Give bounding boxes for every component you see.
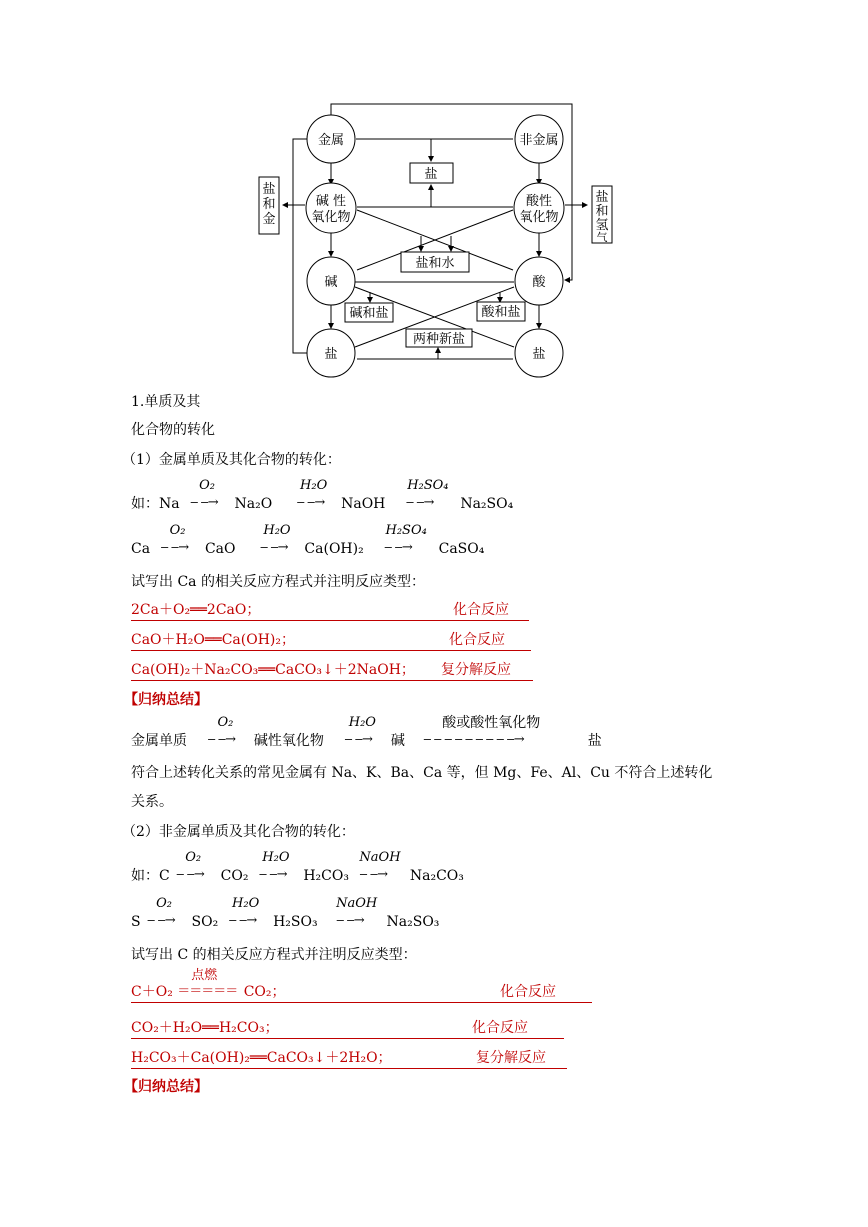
answer-equation: H₂CO₃＋Ca(OH)₂══CaCO₃↓＋2H₂O；: [131, 1050, 392, 1066]
chain-product-1: CO₂: [220, 868, 249, 884]
box-salt-top: 盐: [424, 167, 438, 182]
chain-start: 如：C: [131, 868, 170, 884]
arrow-1: O₂ ‒ ‒→: [176, 850, 204, 882]
box-two-new-salts: 两种新盐: [412, 332, 466, 347]
condition-line: ＝＝＝＝＝: [177, 984, 238, 999]
answer-type: 化合反应: [453, 602, 509, 618]
arrow-1: O₂ ‒ ‒→: [207, 715, 236, 747]
chain-product-3: 盐: [587, 733, 602, 749]
chain-product-3: CaSO₄: [438, 541, 485, 557]
arrow-3: NaOH ‒ ‒→: [359, 850, 401, 882]
node-acid: 酸: [532, 275, 546, 290]
answer-equation: 2Ca＋O₂══2CaO；: [131, 602, 261, 618]
arrow-3: NaOH ‒ ‒→: [336, 896, 378, 928]
chain-product-2: NaOH: [341, 496, 386, 512]
box-base-and-salt: 碱和盐: [349, 306, 389, 321]
chain-product-1: SO₂: [191, 914, 219, 930]
example-na-chain: [131, 478, 513, 514]
reaction-condition: [177, 968, 239, 1002]
chain-product-3: Na₂SO₄: [460, 496, 514, 512]
answer-6: [131, 1048, 567, 1069]
sub2-title: （2）非金属单质及其化合物的转化：: [122, 824, 355, 840]
arrow-2: H₂O ‒ ‒→: [228, 896, 260, 928]
conversion-diagram: [0, 0, 868, 385]
chain-product-3: Na₂SO₃: [386, 914, 440, 930]
example-ca-chain: [131, 523, 484, 559]
chain-product-1: Na₂O: [234, 496, 273, 512]
chain-product-2: H₂CO₃: [303, 868, 349, 884]
node-nonmetal: 非金属: [519, 133, 559, 148]
answer-type: 化合反应: [500, 984, 556, 1000]
answer-equation: Ca(OH)₂＋Na₂CO₃══CaCO₃↓＋2NaOH；: [131, 662, 415, 678]
box-salt-and-hydrogen-3: 氢: [595, 218, 609, 233]
answer-equation: CaO＋H₂O══Ca(OH)₂；: [131, 632, 295, 648]
chain-product-2: H₂SO₃: [273, 914, 318, 930]
summary-text-2: 关系。: [131, 794, 173, 810]
chain-product-2: 碱: [390, 733, 405, 749]
section-title-a: 1.单质及其: [131, 394, 201, 410]
example-s-chain: [131, 896, 439, 932]
answer-type: 复分解反应: [476, 1050, 546, 1066]
prompt-ca: 试写出 Ca 的相关反应方程式并注明反应类型：: [131, 574, 425, 590]
example-c-chain: [131, 850, 464, 886]
arrow-3: H₂SO₄ ‒ ‒→: [405, 478, 449, 510]
section-title-b: 化合物的转化: [131, 422, 215, 438]
box-salt-and-hydrogen-4: 气: [596, 231, 608, 244]
node-metal: 金属: [317, 133, 345, 148]
summary-metal-chain: [131, 715, 602, 751]
chain-product-1: CaO: [204, 541, 236, 557]
arrow-2: H₂O ‒ ‒→: [296, 478, 328, 510]
arrow-1: O₂ ‒ ‒→: [147, 896, 175, 928]
chain-start: S: [131, 914, 141, 930]
answer-type: 化合反应: [449, 632, 505, 648]
summary-label: 【归纳总结】: [124, 692, 208, 708]
chain-start: 金属单质: [131, 733, 187, 749]
box-salt-and-metal-3: 金: [262, 212, 276, 227]
prompt-c: 试写出 C 的相关反应方程式并注明反应类型：: [131, 947, 417, 963]
summary-text-1: 符合上述转化关系的常见金属有 Na、K、Ba、Ca 等，但 Mg、Fe、Al、Cu 不符合上述转化: [131, 765, 713, 781]
answer-equation: CO₂＋H₂O══H₂CO₃；: [131, 1020, 279, 1036]
arrow-2: H₂O ‒ ‒→: [258, 850, 290, 882]
box-salt-and-metal-2: 和: [262, 197, 276, 212]
chain-start: 如：Na: [131, 496, 180, 512]
node-basic-oxide-2: 氧化物: [311, 210, 351, 225]
arrow-3: H₂SO₄ ‒ ‒→: [384, 523, 427, 555]
chain-product-3: Na₂CO₃: [409, 868, 464, 884]
answer-equation-left: C＋O₂: [131, 984, 173, 1000]
summary-label-2: 【归纳总结】: [124, 1079, 208, 1095]
answer-5: [131, 1018, 564, 1039]
answer-2: [131, 630, 531, 651]
node-base: 碱: [324, 275, 338, 290]
box-salt-and-water: 盐和水: [415, 256, 455, 271]
chain-product-1: 碱性氧化物: [253, 733, 324, 749]
answer-1: [131, 600, 529, 621]
node-acidic-oxide-1: 酸性: [525, 194, 553, 209]
node-acidic-oxide-2: 氧化物: [519, 210, 559, 225]
box-salt-and-hydrogen-1: 盐: [595, 190, 609, 205]
condition-label: 点燃: [191, 968, 218, 983]
box-acid-and-salt: 酸和盐: [481, 305, 521, 320]
node-basic-oxide-1: 碱 性: [315, 194, 347, 209]
answer-equation-right: CO₂；: [243, 984, 286, 1000]
box-salt-and-hydrogen-2: 和: [595, 204, 609, 219]
chain-start: Ca: [131, 541, 151, 557]
answer-4: [131, 968, 592, 1003]
answer-type: 化合反应: [472, 1020, 528, 1036]
box-salt-and-metal-1: 盐: [262, 182, 276, 197]
sub1-title: （1）金属单质及其化合物的转化：: [122, 452, 341, 468]
arrow-2: H₂O ‒ ‒→: [344, 715, 376, 747]
answer-3: [131, 660, 533, 681]
arrow-1: O₂ ‒ ‒→: [160, 523, 189, 555]
node-salt-right: 盐: [532, 347, 546, 362]
node-salt-left: 盐: [324, 347, 338, 362]
chain-product-2: Ca(OH)₂: [304, 541, 364, 557]
answer-type: 复分解反应: [441, 662, 511, 678]
arrow-2: H₂O ‒ ‒→: [259, 523, 291, 555]
arrow-1: O₂ ‒ ‒→: [190, 478, 218, 510]
arrow-3: 酸或酸性氧化物 ‒ ‒ ‒ ‒ ‒ ‒ ‒ ‒ ‒→: [423, 715, 541, 747]
